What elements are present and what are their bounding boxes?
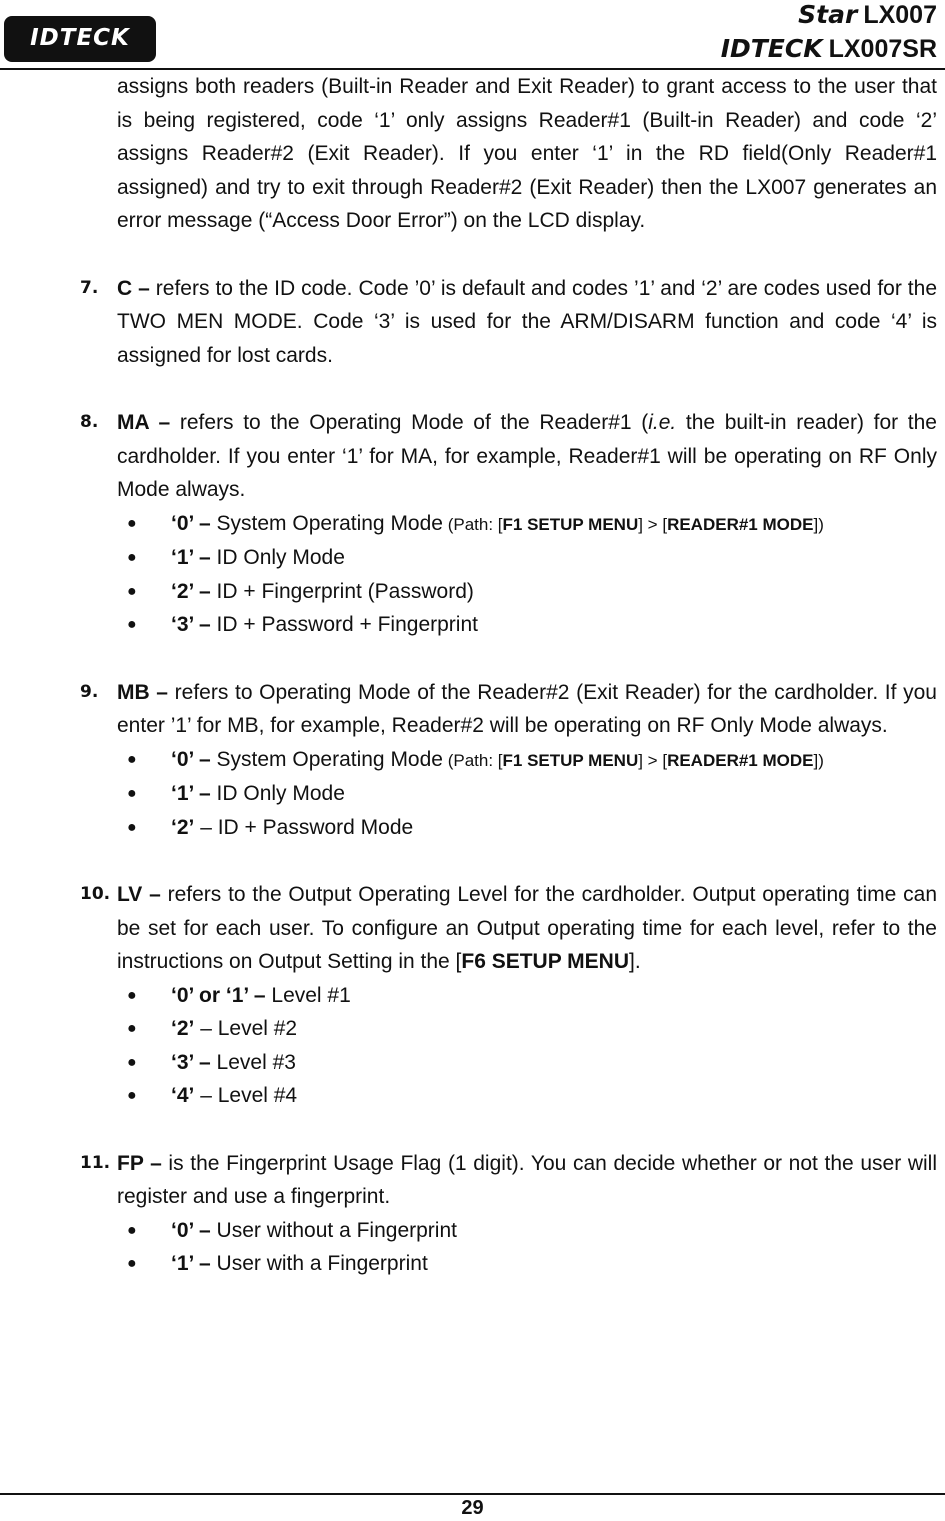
option-code: ‘2’ [171,815,195,839]
item-text: refers to the ID code. Code ’0’ is default and codes ’1’ and ‘2’ are codes used for the TWO MEN MODE. Code ‘3’ is used for the ARM/DISARM function and code ‘4’ is assigned for lost cards. [117,276,937,367]
bullet-icon: ● [127,1255,137,1272]
item-number: 11. [80,1152,111,1173]
option-text: Level #1 [265,983,351,1007]
idteck-logo [4,16,156,62]
model-line-2 [721,34,937,64]
item-term: LV – [117,883,161,906]
option-text: System Operating Mode [210,747,443,771]
item-mb [0,676,945,743]
list-item [0,1247,945,1281]
footer-divider [0,1493,945,1495]
bullet-icon: ● [127,1221,137,1239]
bullet-icon: ● [127,514,137,532]
item-number: 7. [80,277,99,298]
menu-name: F6 SETUP MENU [461,950,630,973]
option-text: ID + Password + Fingerprint [210,613,478,636]
bullet-icon: ● [127,1053,137,1071]
item-term: MA – [117,411,171,434]
model-lx007: LX007 [863,1,937,29]
list-item [0,1012,945,1046]
option-path: (Path: [F1 SETUP MENU] > [READER#1 MODE]) [442,514,824,534]
item-number: 9. [80,681,99,702]
option-path: (Path: [F1 SETUP MENU] > [READER#1 MODE]) [442,750,824,770]
option-code: ‘1’ – [171,1252,211,1275]
option-code: ‘2’ – [171,579,211,603]
option-text: System Operating Mode [210,511,443,535]
list-item [0,1046,945,1080]
item-term: C – [117,276,150,300]
item-text: refers to the Operating Mode of the Reader#1 ( [170,411,649,434]
option-code: ‘3’ – [171,613,211,636]
item-number: 8. [80,412,99,432]
option-text: ID Only Mode [210,546,345,569]
bullet-icon: ● [127,750,137,768]
bullet-icon: ● [127,818,137,836]
option-code: ‘1’ – [171,782,211,805]
item-text-ie: i.e. [648,411,677,434]
item-ma [0,406,945,507]
idteck-brand: IDTECK [720,34,823,63]
option-text: – Level #4 [194,1084,298,1107]
bullet-icon: ● [127,986,137,1004]
ma-options-list [0,507,945,642]
option-text: ID Only Mode [210,782,345,805]
item-term: FP – [117,1151,162,1175]
item-text: refers to Operating Mode of the Reader#2 (Exit Reader) for the cardholder. If you enter ’1’ for MB, for example, Reader#2 will be operating on RF Only Mode always. [117,680,937,737]
option-text: ID + Fingerprint (Password) [210,579,474,603]
model-line-1 [798,0,937,30]
option-code: ‘0’ – [171,747,211,771]
option-text: User with a Fingerprint [210,1252,428,1275]
list-item [0,608,945,642]
option-code: ‘4’ [171,1084,195,1107]
item-term: MB – [117,680,168,704]
page-number: 29 [461,1497,484,1519]
bullet-icon: ● [127,549,137,566]
item-lv [0,878,945,979]
list-item [0,979,945,1013]
item-number: 10. [80,884,111,904]
item-fp [0,1147,945,1214]
item-text: ]. [629,950,641,973]
list-item [0,777,945,811]
option-code: ‘0’ or ‘1’ – [171,983,266,1007]
option-code: ‘0’ – [171,511,211,535]
option-code: ‘0’ – [171,1218,211,1242]
list-item [0,575,945,609]
option-code: ‘2’ [171,1017,195,1040]
list-item [0,507,945,542]
bullet-icon: ● [127,1087,137,1104]
item-c [0,272,945,373]
list-item [0,1214,945,1248]
bullet-icon: ● [127,785,137,802]
list-item [0,811,945,845]
bullet-icon: ● [127,1020,137,1037]
mb-options-list [0,743,945,845]
item-text: refers to the Output Operating Level for the cardholder. Output operating time can be set for each user. To configure an Output operating time for each level, refer to the instructions on Output Setting in the [ [117,883,937,973]
list-item [0,541,945,575]
page-header [0,0,945,72]
logo-text: IDTECK [30,25,130,51]
option-text: User without a Fingerprint [210,1218,457,1242]
star-brand: Star [798,0,858,29]
lv-options-list [0,979,945,1113]
item-text: is the Fingerprint Usage Flag (1 digit). You can decide whether or not the user will register and use a fingerprint. [117,1151,937,1208]
option-text: – ID + Password Mode [194,815,414,839]
option-code: ‘3’ – [171,1050,211,1074]
option-text: – Level #2 [194,1017,298,1040]
option-code: ‘1’ – [171,546,211,569]
option-text: Level #3 [210,1050,296,1074]
item-text: the built-in reader) for the cardholder. If you enter ‘1’ for MA, for example, Reader#1 will be operating on RF Only Mode always. [117,411,937,501]
list-item [0,743,945,778]
model-lx007sr: LX007SR [828,35,937,63]
intro-paragraph: assigns both readers (Built-in Reader and Exit Reader) to grant access to the user that is being registered, code ‘1’ only assigns Reader#1 (Built-in Reader) and code ‘2’ assigns Reader#2 (Exit Reader). If you enter ‘1’ in the RD field(Only Reader#1 assigned) and try to exit through Reader#2 (Exit Reader) then the LX007 generates an error message (“Access Door Error”) on the LCD display. [117,75,937,232]
page-content [0,70,945,1281]
list-item [0,1079,945,1113]
bullet-icon: ● [127,582,137,600]
bullet-icon: ● [127,616,137,633]
fp-options-list [0,1214,945,1281]
